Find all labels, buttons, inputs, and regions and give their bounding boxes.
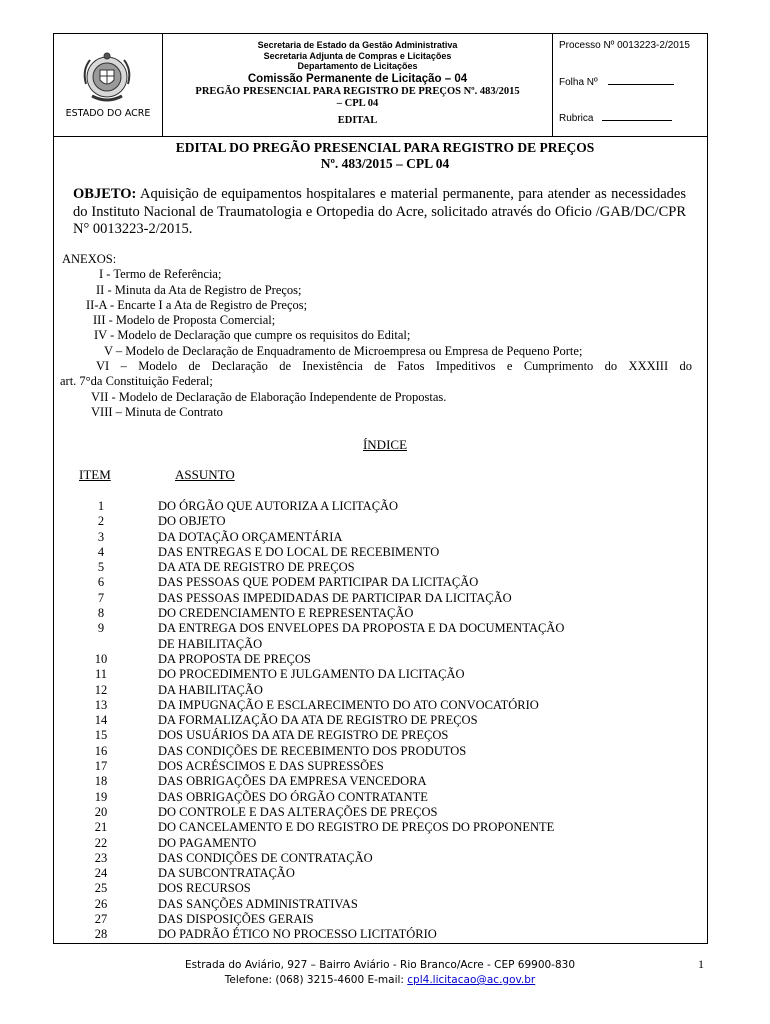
- indice-row: [78, 683, 658, 698]
- indice-row: [78, 514, 658, 529]
- footer-phone: Telefone: (068) 3215-4600 E-mail:: [224, 974, 408, 986]
- indice-row: [78, 652, 658, 667]
- indice-item-subject: DOS RECURSOS: [158, 881, 251, 896]
- comissao-text: Comissão Permanente de Licitação – 04: [247, 72, 468, 85]
- indice-row: [78, 897, 658, 912]
- anexo-item: II-A - Encarte I a Ata de Registro de Preços;: [86, 297, 308, 312]
- indice-item-number: 25: [94, 881, 108, 896]
- indice-item-subject: DO PAGAMENTO: [158, 835, 257, 850]
- indice-item-subject: DA ATA DE REGISTRO DE PREÇOS: [158, 560, 355, 575]
- indice-item-subject: DA HABILITAÇÃO: [158, 682, 263, 697]
- indice-item-number: 8: [97, 606, 105, 621]
- indice-row: [78, 759, 658, 774]
- indice-row: [78, 698, 658, 713]
- footer-address: Estrada do Aviário, 927 – Bairro Aviário - Rio Branco/Acre - CEP 69900-830: [184, 959, 576, 971]
- rubrica-field: [559, 112, 672, 124]
- indice-row: [78, 667, 658, 682]
- departamento-text: Departamento de Licitações: [297, 61, 418, 71]
- indice-row: [78, 866, 658, 881]
- indice-row: [78, 545, 658, 560]
- indice-row: [78, 621, 658, 652]
- indice-item-number: 12: [94, 682, 108, 697]
- pregao-line-1: PREGÃO PRESENCIAL PARA REGISTRO DE PREÇOS Nº. 483/2015: [195, 85, 520, 97]
- indice-item-subject-continuation: DE HABILITAÇÃO: [158, 636, 263, 651]
- secretaria-text: Secretaria de Estado da Gestão Administrativa: [257, 40, 458, 50]
- objeto-text: Aquisição de equipamentos hospitalares e material permanente, para atender as necessidades do Instituto Nacional de Traumatologia e Ortopedia do Acre, solicitado através do Oficio /GAB/DC/CPR N° 0013223-2/2015.: [73, 186, 686, 237]
- indice-item-number: 19: [94, 789, 108, 804]
- anexos-label: ANEXOS:: [62, 252, 117, 266]
- item-column-header: ITEM: [79, 467, 111, 482]
- indice-item-subject: DAS ENTREGAS E DO LOCAL DE RECEBIMENTO: [158, 544, 440, 559]
- indice-item-subject: DAS CONDIÇÕES DE CONTRATAÇÃO: [158, 850, 373, 865]
- indice-row: [78, 744, 658, 759]
- indice-item-subject: DAS DISPOSIÇÕES GERAIS: [158, 912, 314, 927]
- folha-field: [559, 76, 674, 88]
- page-number: 1: [698, 957, 704, 971]
- secretaria-adjunta-text: Secretaria Adjunta de Compras e Licitações: [263, 50, 452, 61]
- indice-title: ÍNDICE: [362, 437, 408, 452]
- document-title-line-1: EDITAL DO PREGÃO PRESENCIAL PARA REGISTRO DE PREÇOS: [175, 140, 595, 155]
- anexo-item-continuation: art. 7°da Constituição Federal;: [60, 374, 213, 389]
- indice-item-number: 3: [97, 529, 105, 544]
- indice-row: [78, 881, 658, 896]
- indice-row: [78, 912, 658, 927]
- indice-item-number: 27: [94, 912, 108, 927]
- indice-row: [78, 530, 658, 545]
- indice-item-subject: DAS PESSOAS IMPEDIDADAS DE PARTICIPAR DA LICITAÇÃO: [158, 590, 512, 605]
- indice-row: [78, 713, 658, 728]
- anexo-item: VII - Modelo de Declaração de Elaboração Independente de Propostas.: [91, 389, 447, 404]
- indice-item-subject: DO OBJETO: [158, 514, 226, 529]
- indice-row: [78, 820, 658, 835]
- rubrica-blank-line: [602, 112, 672, 121]
- indice-item-subject: DA ENTREGA DOS ENVELOPES DA PROPOSTA E DA DOCUMENTAÇÃO: [158, 621, 565, 636]
- indice-item-number: 22: [94, 835, 108, 850]
- coat-of-arms-icon: [78, 50, 136, 106]
- indice-item-number: 14: [94, 713, 108, 728]
- indice-row: [78, 836, 658, 851]
- indice-item-subject: DAS SANÇÕES ADMINISTRATIVAS: [158, 896, 358, 911]
- indice-item-number: 9: [97, 621, 105, 636]
- anexo-item: II - Minuta da Ata de Registro de Preços;: [96, 282, 302, 297]
- assunto-column-header: ASSUNTO: [175, 467, 235, 482]
- indice-list: [78, 499, 658, 943]
- indice-item-number: 4: [97, 544, 105, 559]
- indice-item-number: 16: [94, 743, 108, 758]
- indice-item-subject: DAS CONDIÇÕES DE RECEBIMENTO DOS PRODUTOS: [158, 743, 467, 758]
- indice-row: [78, 575, 658, 590]
- anexo-item: VI – Modelo de Declaração de Inexistência de Fatos Impeditivos e Cumprimento do XXXIII do: [96, 359, 692, 374]
- indice-row: [78, 606, 658, 621]
- indice-item-number: 23: [94, 850, 108, 865]
- footer-email-link[interactable]: cpl4.licitacao@ac.gov.br: [407, 974, 536, 986]
- indice-item-subject: DO CREDENCIAMENTO E REPRESENTAÇÃO: [158, 606, 414, 621]
- indice-row: [78, 591, 658, 606]
- indice-item-number: 15: [94, 728, 108, 743]
- footer-contact: [0, 973, 760, 988]
- indice-row: [78, 927, 658, 942]
- anexo-item: III - Modelo de Proposta Comercial;: [93, 313, 276, 328]
- anexo-item: I - Termo de Referência;: [99, 267, 222, 282]
- rubrica-label: Rubrica: [559, 113, 594, 124]
- indice-item-number: 17: [94, 759, 108, 774]
- indice-row: [78, 790, 658, 805]
- indice-row: [78, 560, 658, 575]
- pregao-line-2: – CPL 04: [336, 97, 379, 109]
- objeto-label: OBJETO:: [73, 186, 137, 202]
- objeto-paragraph: [73, 186, 686, 239]
- edital-label: EDITAL: [337, 114, 378, 126]
- indice-item-subject: DO CONTROLE E DAS ALTERAÇÕES DE PREÇOS: [158, 804, 438, 819]
- indice-item-number: 11: [94, 667, 108, 682]
- indice-item-subject: DO PADRÃO ÉTICO NO PROCESSO LICITATÓRIO: [158, 927, 437, 942]
- indice-item-number: 13: [94, 697, 108, 712]
- anexo-item: V – Modelo de Declaração de Enquadramento de Microempresa ou Empresa de Pequeno Porte;: [104, 343, 583, 358]
- indice-item-subject: DO PROCEDIMENTO E JULGAMENTO DA LICITAÇÃO: [158, 667, 465, 682]
- indice-item-subject: DAS OBRIGAÇÕES DA EMPRESA VENCEDORA: [158, 774, 427, 789]
- indice-item-number: 26: [94, 896, 108, 911]
- indice-item-subject: DOS USUÁRIOS DA ATA DE REGISTRO DE PREÇOS: [158, 728, 449, 743]
- indice-item-subject: DA SUBCONTRATAÇÃO: [158, 866, 295, 881]
- anexos-list: [62, 252, 692, 420]
- header-title-cell: [163, 34, 553, 136]
- anexo-item: IV - Modelo de Declaração que cumpre os requisitos do Edital;: [94, 328, 411, 343]
- indice-item-number: 21: [94, 820, 108, 835]
- indice-item-subject: DOS ACRÉSCIMOS E DAS SUPRESSÕES: [158, 759, 384, 774]
- indice-item-number: 18: [94, 774, 108, 789]
- indice-item-subject: DAS PESSOAS QUE PODEM PARTICIPAR DA LICITAÇÃO: [158, 575, 479, 590]
- anexo-item: VIII – Minuta de Contrato: [91, 404, 223, 419]
- indice-row: [78, 851, 658, 866]
- processo-number: Processo Nº 0013223-2/2015: [559, 40, 690, 51]
- coat-of-arms-cell: [54, 34, 163, 136]
- folha-label: Folha Nº: [559, 77, 598, 88]
- indice-item-subject: DA FORMALIZAÇÃO DA ATA DE REGISTRO DE PREÇOS: [158, 713, 478, 728]
- indice-item-subject: DAS OBRIGAÇÕES DO ÓRGÃO CONTRATANTE: [158, 789, 428, 804]
- indice-item-subject: DA DOTAÇÃO ORÇAMENTÁRIA: [158, 529, 343, 544]
- indice-item-number: 10: [94, 651, 108, 666]
- indice-item-subject: DO CANCELAMENTO E DO REGISTRO DE PREÇOS DO PROPONENTE: [158, 820, 555, 835]
- process-info-cell: [553, 34, 707, 136]
- indice-row: [78, 728, 658, 743]
- header-table: [53, 33, 708, 137]
- indice-item-subject: DA IMPUGNAÇÃO E ESCLARECIMENTO DO ATO CONVOCATÓRIO: [158, 697, 539, 712]
- indice-item-number: 1: [97, 499, 105, 513]
- indice-item-number: 28: [94, 927, 108, 942]
- indice-item-number: 5: [97, 560, 105, 575]
- indice-item-number: 6: [97, 575, 105, 590]
- state-label: ESTADO DO ACRE: [65, 108, 151, 119]
- indice-item-number: 24: [94, 866, 108, 881]
- indice-item-subject: DO ÓRGÃO QUE AUTORIZA A LICITAÇÃO: [158, 499, 399, 513]
- indice-item-subject: DA PROPOSTA DE PREÇOS: [158, 651, 311, 666]
- indice-row: [78, 805, 658, 820]
- folha-blank-line: [608, 76, 674, 85]
- indice-item-number: 7: [97, 590, 105, 605]
- document-title-line-2: Nº. 483/2015 – CPL 04: [320, 156, 450, 171]
- indice-item-number: 2: [97, 514, 105, 529]
- indice-row: [78, 774, 658, 789]
- indice-row: [78, 499, 658, 514]
- indice-item-number: 20: [94, 804, 108, 819]
